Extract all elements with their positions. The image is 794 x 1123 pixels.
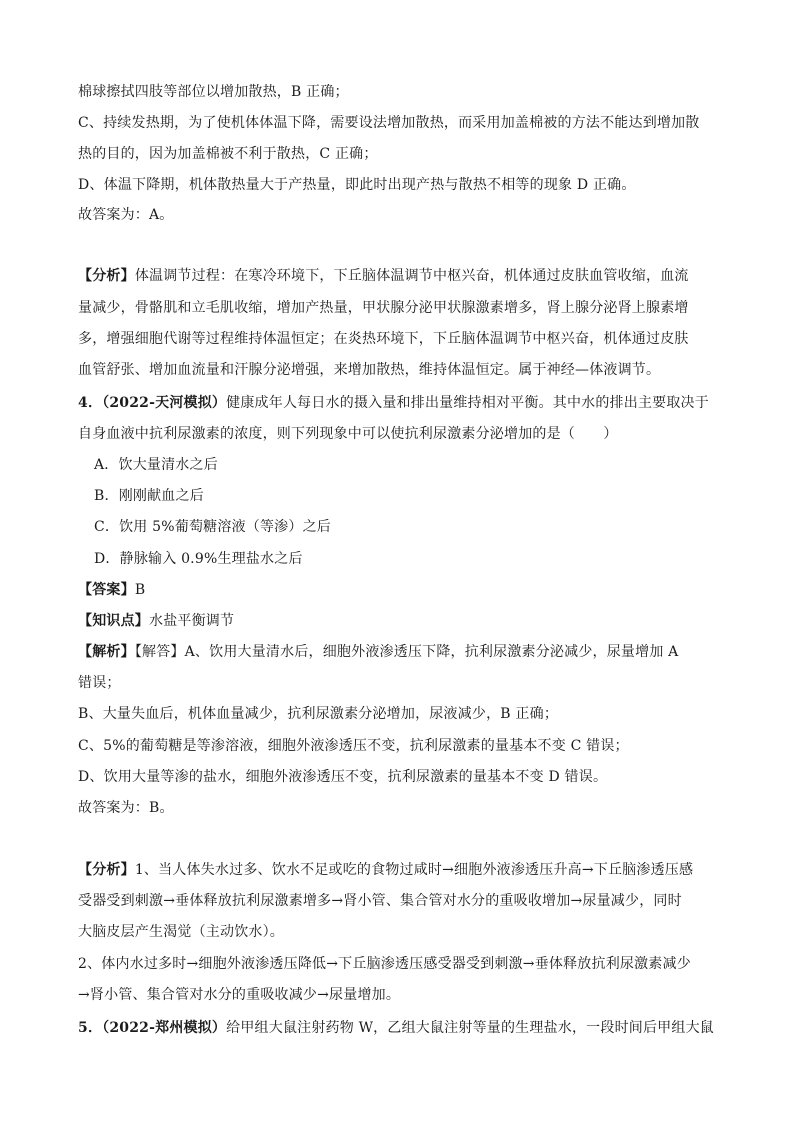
- text-line: 2、体内水过多时→细胞外液渗透压降低→下丘脑渗透压感受器受到刺激→垂体释放抗利尿激素减少: [78, 956, 691, 972]
- question-text: 健康成年人每日水的摄入量和排出量维持相对平衡。其中水的排出主要取决于: [226, 395, 709, 411]
- explanation-paragraph: [78, 642, 678, 662]
- question-source: （2022-天河模拟）: [102, 395, 227, 411]
- text-line: 受器受到刺激→垂体释放抗利尿激素增多→肾小管、集合管对水分的重吸收增加→尿量减少，同时: [78, 893, 682, 909]
- text-line: D、饮用大量等渗的盐水，细胞外液渗透压不变，抗利尿激素的量基本不变 D 错误。: [78, 769, 608, 785]
- answer-tag: 【答案】: [78, 582, 135, 598]
- answer-line: 故答案为：A。: [78, 207, 174, 223]
- text-line: 血管舒张、增加血流量和汗腺分泌增强，来增加散热，维持体温恒定。属于神经—体液调节。: [78, 362, 661, 378]
- analysis-text: 1、当人体失水过多、饮水不足或吃的食物过咸时→细胞外液渗透压升高→下丘脑渗透压感: [134, 862, 694, 878]
- analysis-paragraph: [78, 860, 693, 880]
- text-line: C、持续发热期，为了使机体体温下降，需要设法增加散热，而采用加盖棉被的方法不能达到增加散: [78, 115, 700, 131]
- knowledge-point: [78, 611, 234, 631]
- analysis-tag: 【分析】: [78, 862, 135, 878]
- explanation-tag: 【解析】: [78, 644, 135, 660]
- answer-section: [78, 580, 145, 600]
- option-b: B．刚刚献血之后: [94, 488, 204, 504]
- knowledge-tag: 【知识点】: [78, 613, 149, 629]
- option-c: C．饮用 5%葡萄糖溶液（等渗）之后: [94, 519, 331, 535]
- question-source: （2022-郑州模拟）: [102, 1020, 227, 1036]
- text-line: 大脑皮层产生渴觉（主动饮水）。: [78, 924, 284, 940]
- text-line: 量减少，骨骼肌和立毛肌收缩，增加产热量，甲状腺分泌甲状腺激素增多，肾上腺分泌肾上腺素增: [78, 300, 689, 316]
- question-number: 5．: [78, 1020, 103, 1036]
- analysis-paragraph: [78, 266, 689, 286]
- knowledge-value: 水盐平衡调节: [149, 613, 235, 629]
- text-line: →肾小管、集合管对水分的重吸收减少→尿量增加。: [78, 987, 401, 1003]
- option-a: A．饮大量清水之后: [94, 457, 218, 473]
- question-text: 给甲组大鼠注射药物 W，乙组大鼠注射等量的生理盐水，一段时间后甲组大鼠: [226, 1020, 714, 1036]
- text-line: C、5%的葡萄糖是等渗溶液，细胞外液渗透压不变，抗利尿激素的量基本不变 C 错误；: [78, 738, 629, 754]
- question-5-stem: [78, 1018, 714, 1038]
- text-line: 自身血液中抗利尿激素的浓度，则下列现象中可以使抗利尿激素分泌增加的是（ ）: [78, 426, 618, 442]
- analysis-text: 体温调节过程：在寒冷环境下，下丘脑体温调节中枢兴奋，机体通过皮肤血管收缩，血流: [134, 268, 689, 284]
- analysis-tag: 【分析】: [78, 268, 135, 284]
- text-line: 棉球擦拭四肢等部位以增加散热，B 正确；: [78, 84, 349, 100]
- question-4-stem: [78, 393, 709, 413]
- answer-value: B: [134, 582, 146, 598]
- question-number: 4．: [78, 395, 103, 411]
- text-line: B、大量失血后，机体血量减少，抗利尿激素分泌增加，尿液减少，B 正确；: [78, 706, 559, 722]
- answer-line: 故答案为：B。: [78, 800, 174, 816]
- text-line: 错误；: [78, 675, 121, 691]
- option-d: D．静脉输入 0.9%生理盐水之后: [94, 551, 303, 567]
- text-line: D、体温下降期，机体散热量大于产热量，即此时出现产热与散热不相等的现象 D 正确。: [78, 177, 636, 193]
- text-line: 多，增强细胞代谢等过程维持体温恒定；在炎热环境下，下丘脑体温调节中枢兴奋，机体通过皮肤: [78, 331, 689, 347]
- explanation-text: 【解答】A、饮用大量清水后，细胞外液渗透压下降，抗利尿激素分泌减少，尿量增加 A: [134, 644, 679, 660]
- text-line: 热的目的，因为加盖棉被不利于散热，C 正确；: [78, 146, 378, 162]
